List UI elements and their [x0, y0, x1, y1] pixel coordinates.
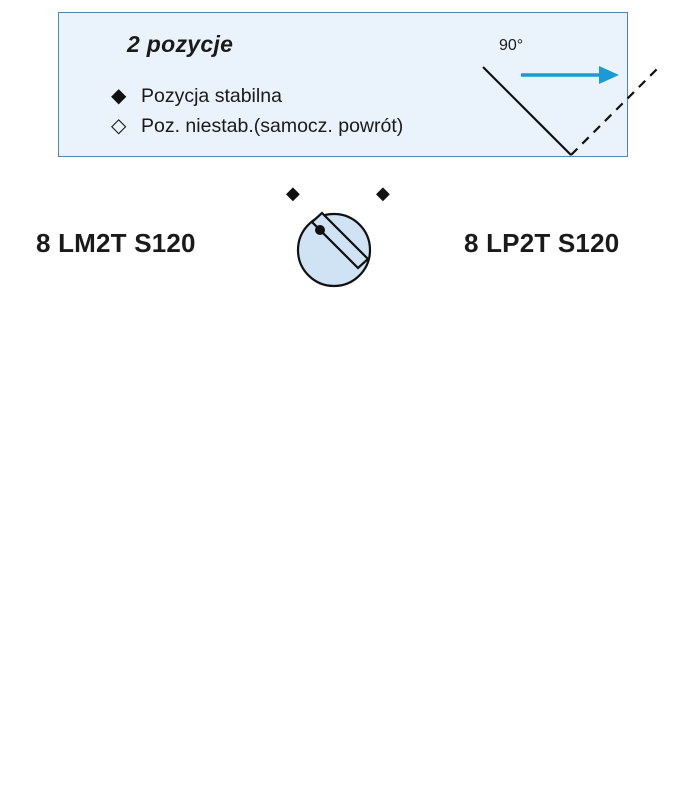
- legend-item-label: Pozycja stabilna: [141, 85, 282, 107]
- legend-list: [111, 85, 403, 145]
- angle-solid-leg: [483, 67, 571, 155]
- legend-title: 2 pozycje: [127, 31, 234, 57]
- position-marker-left-icon: ◆: [286, 183, 300, 203]
- knob-pivot-dot: [315, 225, 325, 235]
- knob-diagram: [278, 182, 398, 292]
- filled-diamond-icon: ◆: [111, 85, 127, 107]
- list-item: [111, 85, 403, 115]
- hollow-diamond-icon: ◇: [111, 115, 127, 137]
- list-item: [111, 115, 403, 145]
- rotation-arrow-icon: [521, 66, 619, 84]
- product-code-right: 8 LP2T S120: [464, 228, 620, 258]
- legend-panel: [58, 12, 628, 157]
- legend-item-label: Poz. niestab.(samocz. powrót): [141, 115, 404, 137]
- position-marker-right-icon: ◆: [376, 183, 390, 203]
- angle-diagram: [459, 53, 679, 158]
- product-code-left: 8 LM2T S120: [36, 228, 196, 258]
- angle-dashed-leg: [571, 67, 659, 155]
- angle-label: 90°: [499, 37, 524, 54]
